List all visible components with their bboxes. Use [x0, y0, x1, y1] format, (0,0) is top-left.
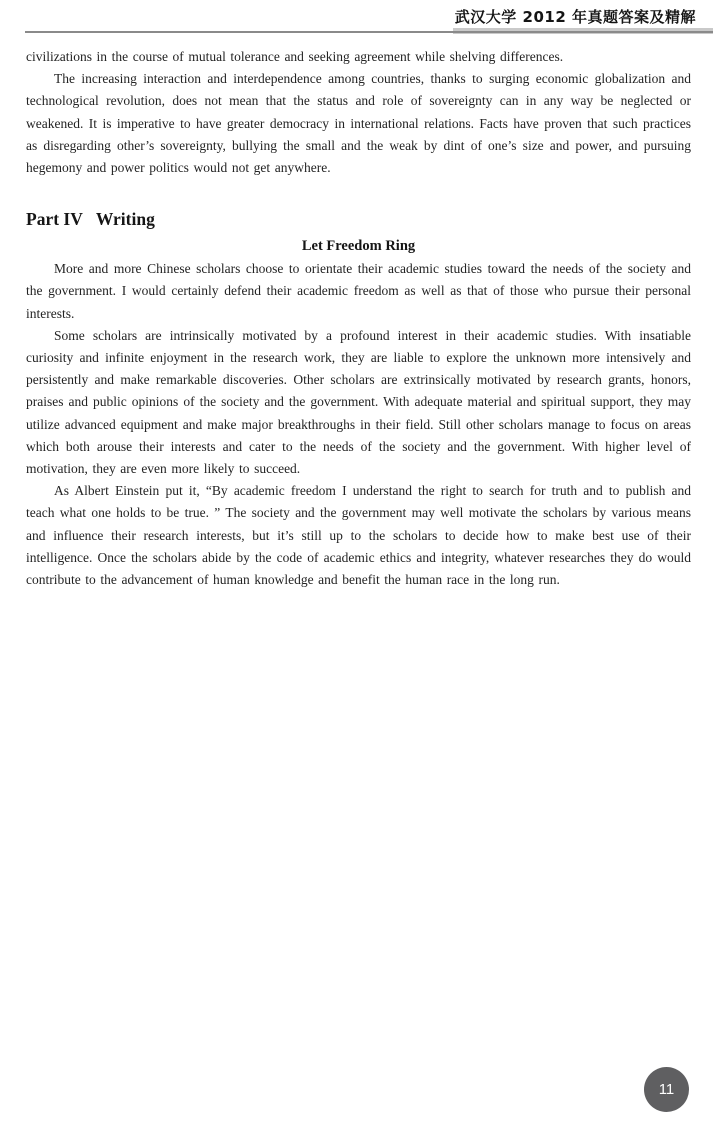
essay-paragraph: More and more Chinese scholars choose to orientate their academic studies toward the needs of the society and the government. I would certainly defend their academic freedom as well as that of those who pursue their personal interests.	[26, 261, 691, 321]
essay-paragraph: Some scholars are intrinsically motivated by a profound interest in their academic studies. With insatiable curiosity and infinite enjoyment in the research work, they are liable to explore the unknown more intensively and persistently and make remarkable discoveries. Other scholars are extrinsically motivated by research grants, honors, praises and public opinions of the society and the government. With adequate material and spiritual support, they may utilize advanced equipment and make major breakthroughs in their field. Still other scholars manage to focus on areas which both arouse their interests and cater to the needs of the society and the government. With higher level of motivation, they are even more likely to succeed.	[26, 327, 691, 477]
header-title: 武汉大学 2012 年真题答案及精解	[454, 8, 696, 26]
page-content	[26, 46, 691, 591]
section-part-title: Writing	[95, 209, 155, 230]
section-heading	[26, 207, 691, 231]
intro-paragraph: The increasing interaction and interdependence among countries, thanks to surging economic globalization and technological revolution, does not mean that the status and role of sovereignty can in any way be neglected or weakened. It is imperative to have greater democracy in international relations. Facts have proven that such practices as disregarding other’s sovereignty, bullying the small and the weak by dint of one’s size and power, and pursuing hegemony and power politics would not get anywhere.	[26, 71, 691, 176]
intro-paragraph-continuation: civilizations in the course of mutual tolerance and seeking agreement while shelving differences.	[26, 49, 564, 64]
header-rule-divider	[25, 31, 713, 33]
page-header	[0, 0, 713, 36]
page-number: 11	[658, 1081, 675, 1098]
essay-title: Let Freedom Ring	[301, 238, 416, 255]
essay-paragraph: As Albert Einstein put it, “By academic freedom I understand the right to search for truth and to publish and teach what one holds to be true. ” The society and the government may well motivate the scholars by various means and influence their research interests, but it’s still up to the scholars to decide how to make best use of their intelligence. Once the scholars abide by the code of academic ethics and integrity, whatever researches they do would contribute to the advancement of human knowledge and benefit the human race in the long run.	[26, 483, 691, 588]
section-part-label: Part IV	[26, 209, 83, 230]
page-number-badge	[644, 1067, 689, 1112]
